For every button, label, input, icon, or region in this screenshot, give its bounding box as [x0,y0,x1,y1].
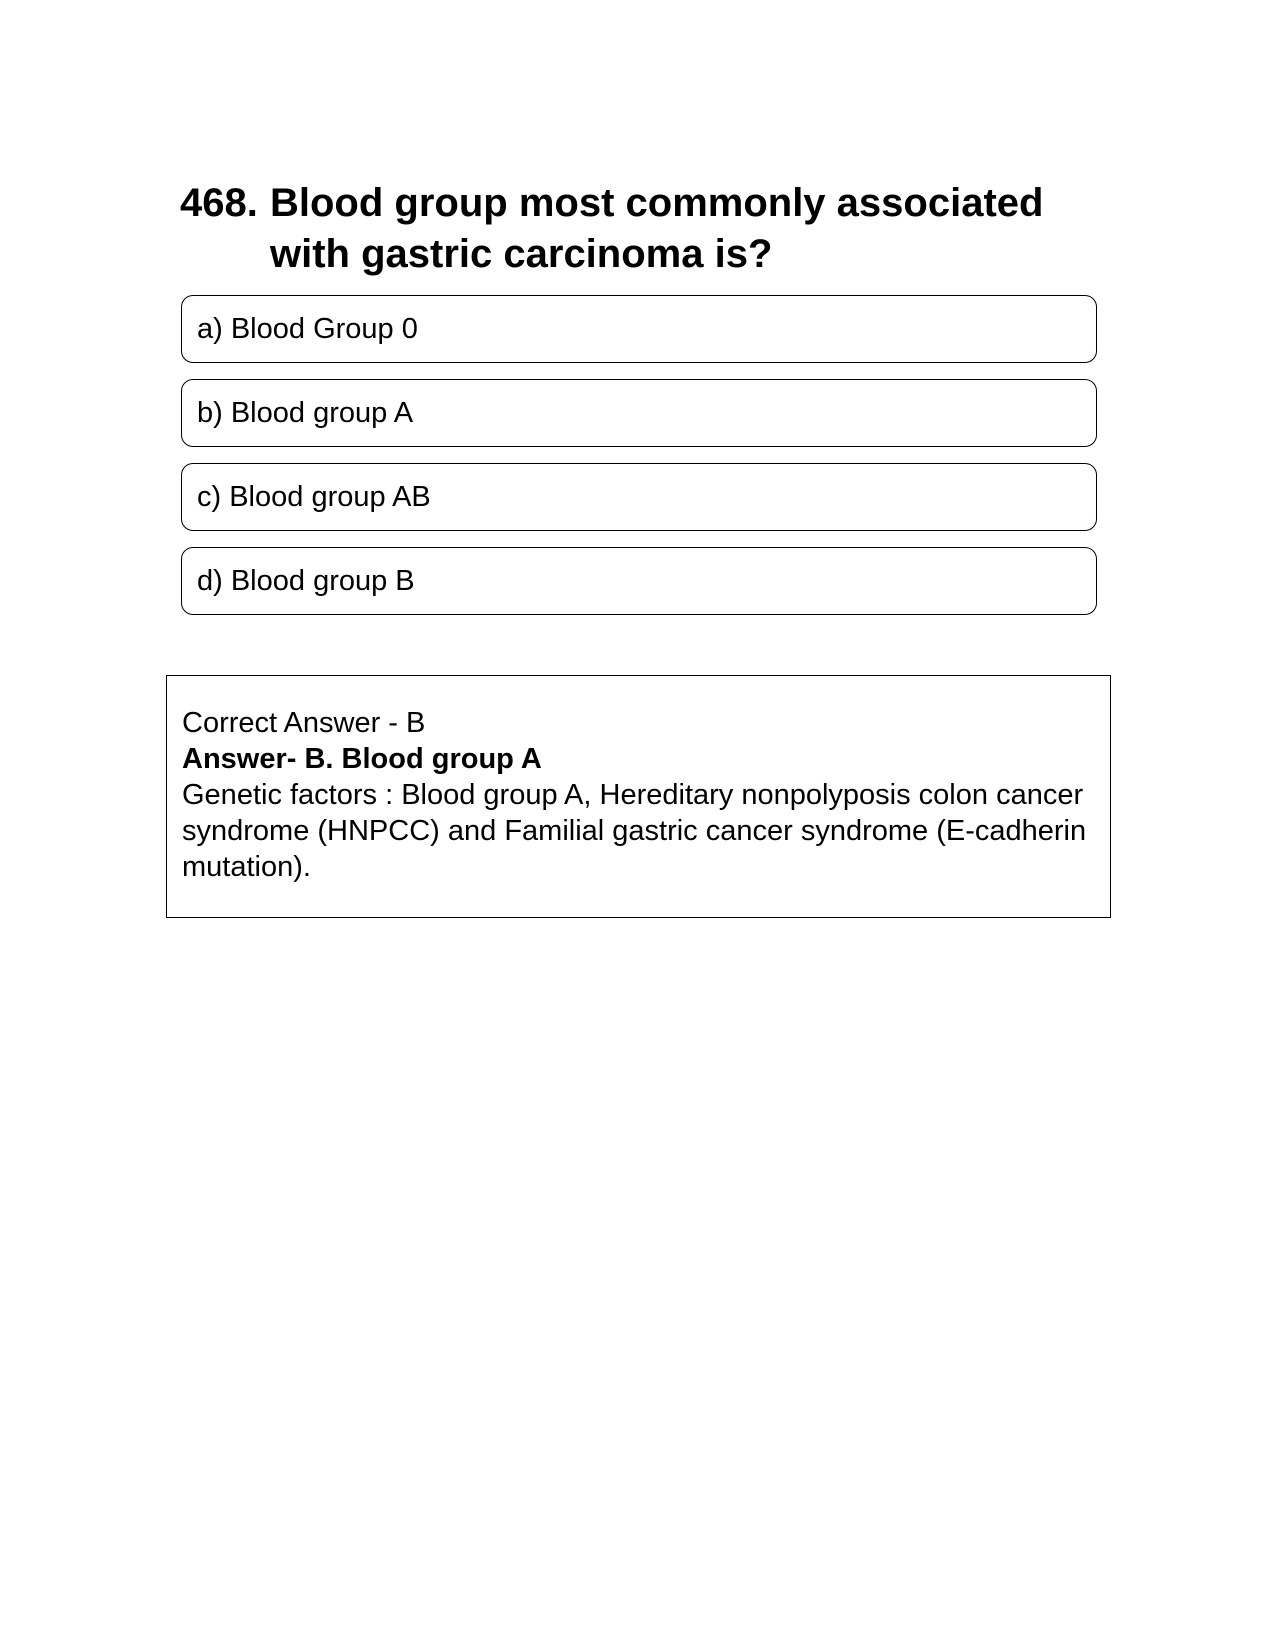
answer-explanation-box [166,675,1111,918]
answer-options [181,295,1097,631]
question-heading [180,178,1100,280]
question-number: 468. [180,181,258,225]
answer-heading: Answer- B. Blood group A [182,743,542,775]
option-d[interactable]: d) Blood group B [181,547,1097,615]
answer-explanation: Genetic factors : Blood group A, Hereditary nonpolyposis colon cancer syndrome (HNPCC) and Familial gastric cancer syndrome (E-cadherin mutation). [182,779,1087,883]
option-a[interactable]: a) Blood Group 0 [181,295,1097,363]
question-text: Blood group most commonly associated with gastric carcinoma is? [270,181,1044,276]
option-b[interactable]: b) Blood group A [181,379,1097,447]
option-c[interactable]: c) Blood group AB [181,463,1097,531]
correct-answer: Correct Answer - B [182,707,426,739]
